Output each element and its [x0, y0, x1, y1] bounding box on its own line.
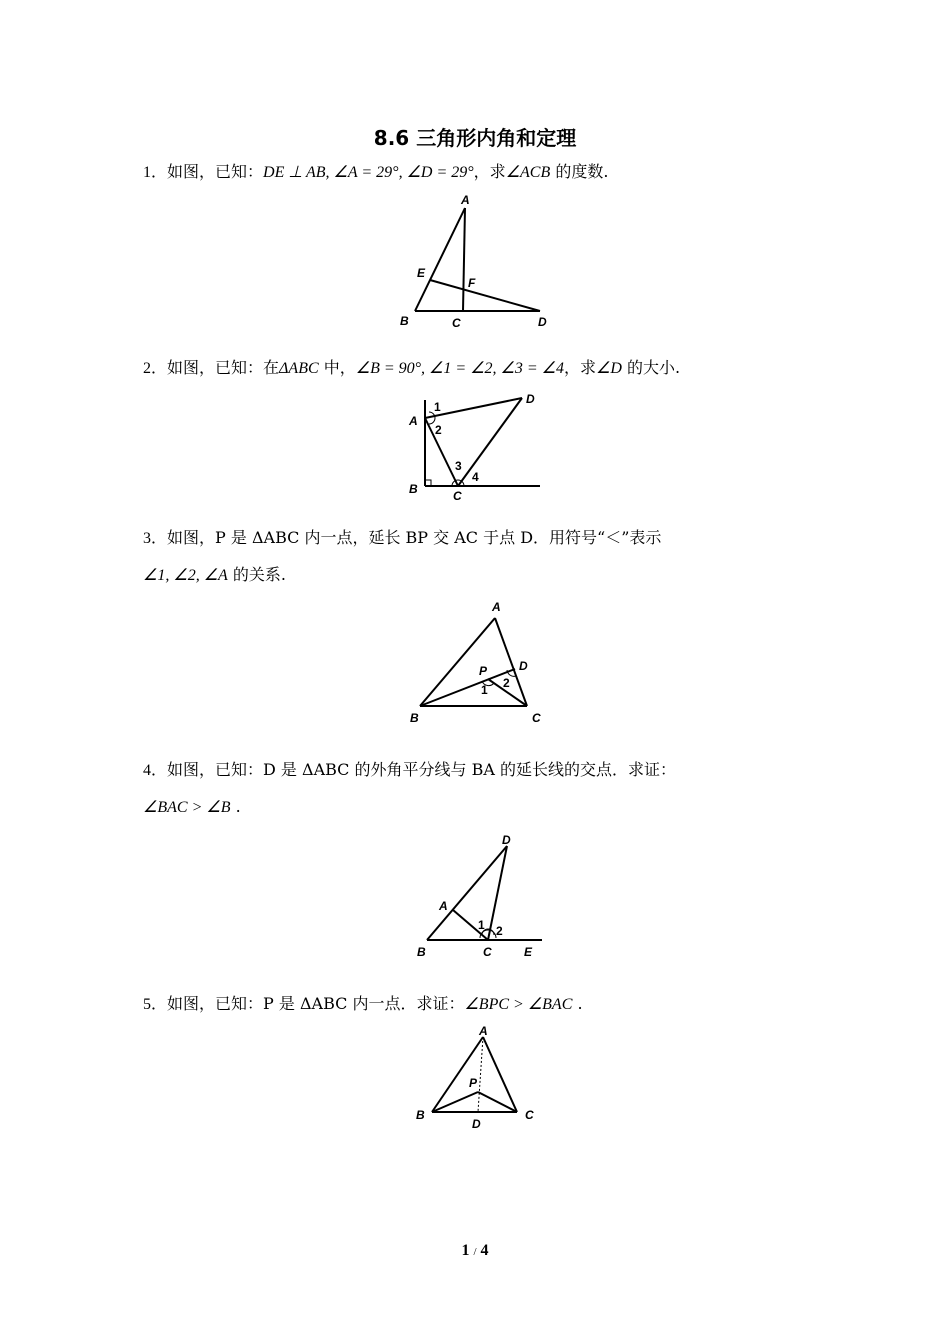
angle-label-1: 1: [478, 918, 485, 932]
figure-2: [400, 388, 550, 508]
label-D: D: [502, 833, 511, 847]
label-C: C: [532, 711, 541, 725]
angle-label-2: 2: [503, 676, 510, 690]
question-1: 1．如图，已知：DE ⊥ AB, ∠A = 29°, ∠D = 29°，求∠ACB 的度数.: [143, 162, 609, 181]
label-F: F: [468, 276, 476, 290]
angle-label-2: 2: [435, 423, 442, 437]
angle-label-1: 1: [434, 400, 441, 414]
label-E: E: [524, 945, 533, 959]
question-number: 1．: [143, 164, 168, 181]
question-number: 5．: [143, 996, 168, 1013]
label-B: B: [416, 1108, 425, 1122]
question-number: 3．: [143, 530, 168, 547]
label-D: D: [538, 315, 547, 329]
label-P: P: [469, 1076, 478, 1090]
angle-label-2: 2: [496, 924, 503, 938]
page-title: 8.6 三角形内角和定理: [373, 126, 577, 150]
label-C: C: [525, 1108, 534, 1122]
label-A: A: [461, 193, 470, 207]
label-C: C: [452, 316, 461, 330]
label-A: A: [479, 1024, 488, 1038]
label-D: D: [526, 392, 535, 406]
figure-4: [410, 830, 560, 965]
label-A: A: [492, 600, 501, 614]
question-4: 4．如图，已知：D 是 ΔABC 的外角平分线与 BA 的延长线的交点．求证： ∠BAC > ∠B .: [143, 760, 676, 816]
page-number: 1 / 4: [461, 1242, 489, 1259]
figure-3: [405, 598, 555, 728]
label-B: B: [400, 314, 409, 328]
question-number: 4．: [143, 762, 168, 779]
label-C: C: [453, 489, 462, 503]
label-A: A: [439, 899, 448, 913]
angle-label-4: 4: [472, 470, 479, 484]
label-B: B: [417, 945, 426, 959]
label-E: E: [417, 266, 426, 280]
label-C: C: [483, 945, 492, 959]
question-2: 2．如图，已知：在ΔABC 中，∠B = 90°, ∠1 = ∠2, ∠3 = ∠4，求∠D 的大小.: [143, 358, 681, 377]
label-A: A: [409, 414, 418, 428]
figure-5: [405, 1020, 555, 1135]
question-3: 3．如图，P 是 ΔABC 内一点，延长 BP 交 AC 于点 D．用符号“＜”表示 ∠1, ∠2, ∠A 的关系.: [143, 528, 662, 584]
label-B: B: [410, 711, 419, 725]
label-D: D: [472, 1117, 481, 1131]
question-5: 5．如图，已知：P 是 ΔABC 内一点．求证：∠BPC > ∠BAC .: [143, 994, 583, 1013]
figure-1: [395, 190, 565, 335]
angle-label-3: 3: [455, 459, 462, 473]
angle-label-1: 1: [481, 683, 488, 697]
question-number: 2．: [143, 360, 168, 377]
label-D: D: [519, 659, 528, 673]
label-B: B: [409, 482, 418, 496]
label-P: P: [479, 664, 488, 678]
